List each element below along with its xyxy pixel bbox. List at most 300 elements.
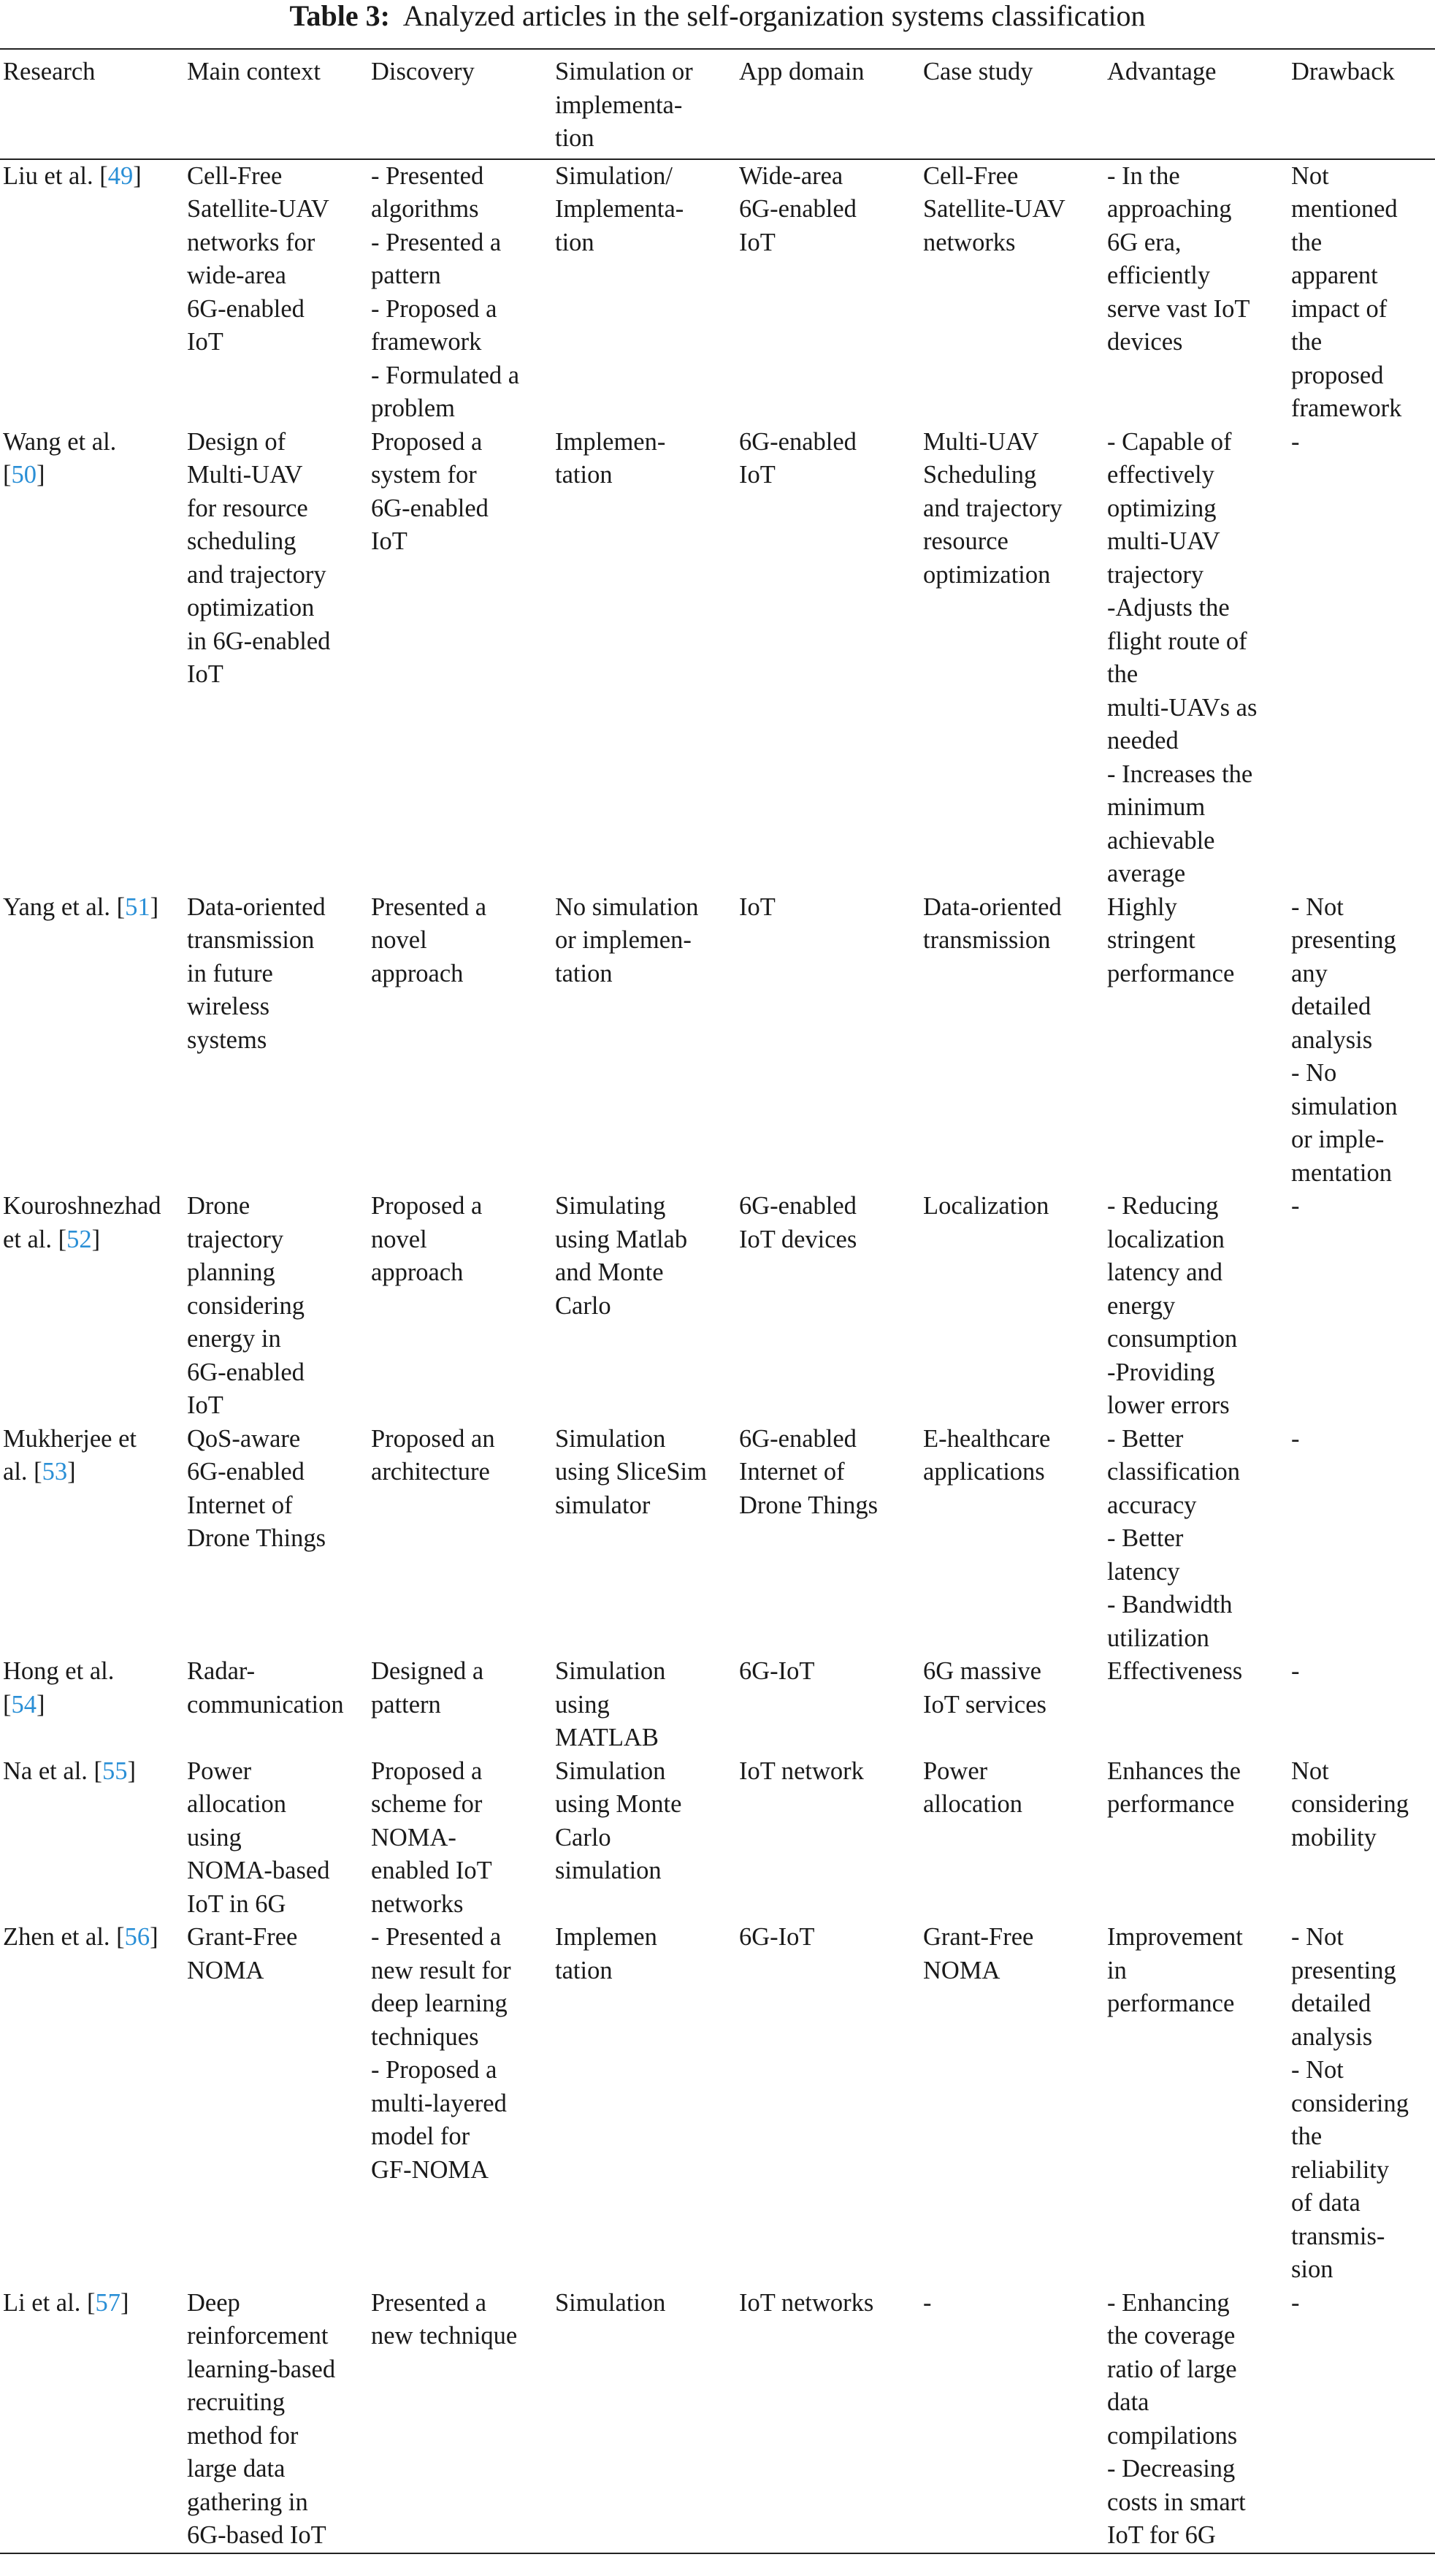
cell-text: Highly (1107, 893, 1177, 921)
cell-text: lower errors (1107, 1391, 1230, 1419)
cell-text: -Providing (1107, 1358, 1215, 1386)
cell-text: networks (371, 1889, 464, 1918)
cell-text: detailed (1291, 1990, 1371, 2017)
citation-link[interactable]: 49 (107, 161, 134, 190)
cell-app-domain (736, 891, 920, 1190)
cell-advantage (1104, 891, 1288, 1190)
citation-bracket: ] (133, 161, 142, 190)
cell-text: performance (1107, 1790, 1235, 1818)
cell-text: QoS-aware (187, 1424, 301, 1453)
citation-bracket: ] (91, 1225, 101, 1253)
cell-main-context (184, 426, 368, 891)
research-author-text: Li et al. [ (3, 2288, 96, 2317)
cell-text: Power (923, 1757, 988, 1785)
cell-text: - Reducing (1107, 1192, 1219, 1220)
cell-text: method for (187, 2421, 299, 2450)
cell-simulation (552, 1423, 736, 1656)
cell-text: Simulation (555, 2288, 666, 2317)
cell-text: architecture (371, 1458, 490, 1486)
cell-text: learning-based (187, 2355, 336, 2383)
cell-app-domain (736, 1190, 920, 1423)
research-text (3, 1921, 181, 1954)
cell-text: consumption (1107, 1325, 1238, 1353)
cell-text: 6G-enabled (187, 1458, 305, 1486)
cell-app-domain (736, 1423, 920, 1656)
cell-text: - Formulated a (371, 361, 520, 389)
header-discovery (368, 49, 552, 159)
cell-text: IoT (371, 527, 407, 555)
cell-text: costs in smart (1107, 2488, 1246, 2516)
cell-text: 6G era, (1107, 228, 1182, 256)
cell-text: Drone Things (187, 1524, 326, 1552)
cell-text: Simulating (555, 1192, 666, 1220)
cell-text: Simulation (555, 1657, 666, 1685)
cell-text: 6G-based IoT (187, 2521, 326, 2549)
table-row (0, 426, 1435, 891)
cell-text: scheme for (371, 1790, 483, 1818)
cell-text: Design of (187, 427, 286, 456)
cell-text: energy in (187, 1325, 281, 1353)
cell-text: - Not (1291, 1923, 1344, 1951)
cell-text: IoT devices (739, 1225, 857, 1253)
cell-drawback (1288, 2287, 1435, 2553)
cell-text: 6G massive (923, 1657, 1041, 1685)
cell-case-study (920, 1655, 1104, 1755)
cell-text: - Bandwidth (1107, 1591, 1233, 1618)
cell-text: NOMA (923, 1956, 1000, 1984)
cell-research (0, 2287, 184, 2553)
header-text: Case study (923, 58, 1033, 85)
cell-text: mentation (1291, 1158, 1392, 1187)
cell-main-context (184, 1655, 368, 1755)
cell-text: apparent (1291, 261, 1378, 289)
cell-discovery (368, 2287, 552, 2553)
cell-simulation (552, 1190, 736, 1423)
cell-text: detailed (1291, 993, 1371, 1020)
cell-text: Simulation (555, 1424, 666, 1453)
cell-main-context (184, 1190, 368, 1423)
cell-text: IoT services (923, 1690, 1046, 1719)
research-author-text: et al. [ (3, 1225, 67, 1253)
cell-discovery (368, 426, 552, 891)
cell-text: IoT network (739, 1757, 864, 1785)
cell-text: simulation (555, 1857, 662, 1884)
cell-research (0, 1655, 184, 1755)
cell-text: new technique (371, 2322, 518, 2350)
citation-link[interactable]: 52 (66, 1225, 92, 1253)
cell-simulation (552, 1921, 736, 2287)
cell-text: stringent (1107, 926, 1195, 954)
cell-text: framework (371, 328, 482, 356)
table-caption (0, 0, 1435, 35)
cell-text: large data (187, 2455, 286, 2483)
cell-text: techniques (371, 2022, 479, 2051)
cell-text: - Better (1107, 1524, 1184, 1552)
cell-text: multi-layered (371, 2089, 507, 2117)
cell-text: reliability (1291, 2155, 1390, 2184)
header-main-context (184, 49, 368, 159)
cell-main-context (184, 2287, 368, 2553)
cell-drawback (1288, 159, 1435, 426)
cell-text: any (1291, 959, 1328, 987)
cell-text: optimization (923, 560, 1051, 589)
cell-text: for resource (187, 494, 308, 522)
cell-text: utilization (1107, 1624, 1209, 1652)
cell-advantage (1104, 2287, 1288, 2553)
cell-text: Not (1291, 161, 1329, 190)
cell-text: networks for (187, 228, 315, 256)
table-row (0, 1190, 1435, 1423)
cell-text: - (1291, 1192, 1300, 1220)
cell-text: Implemen (555, 1923, 657, 1951)
cell-text: Drone Things (739, 1491, 879, 1519)
citation-link[interactable]: 51 (125, 893, 150, 921)
research-author-text: Hong et al. (3, 1657, 115, 1685)
cell-drawback (1288, 1655, 1435, 1755)
research-author-text: al. [ (3, 1458, 42, 1486)
cell-text: Data-oriented (923, 893, 1062, 921)
cell-text: 6G-enabled (187, 1358, 305, 1386)
cell-research (0, 891, 184, 1190)
research-author-text: [ (3, 461, 12, 489)
cell-drawback (1288, 1921, 1435, 2287)
cell-text: IoT (187, 328, 223, 356)
cell-advantage (1104, 1655, 1288, 1755)
research-text (3, 2287, 181, 2320)
cell-case-study (920, 1921, 1104, 2287)
cell-research (0, 159, 184, 426)
table-row (0, 1423, 1435, 1656)
cell-text: and trajectory (923, 494, 1063, 522)
cell-text: - (1291, 427, 1300, 456)
cell-text: 6G-enabled (371, 494, 489, 522)
cell-text: -Adjusts the (1107, 594, 1230, 622)
cell-text: framework (1291, 394, 1402, 422)
cell-text: reinforcement (187, 2322, 329, 2350)
cell-text: 6G-enabled (187, 294, 305, 323)
cell-text: needed (1107, 727, 1179, 754)
cell-advantage (1104, 1755, 1288, 1922)
cell-text: tation (555, 461, 613, 489)
cell-text: Deep (187, 2288, 240, 2317)
cell-text: - Capable of (1107, 427, 1232, 456)
cell-text: Simulation/ (555, 161, 673, 190)
cell-text: Cell-Free (923, 161, 1019, 190)
citation-bracket: ] (150, 1923, 158, 1951)
cell-discovery (368, 1190, 552, 1423)
cell-simulation (552, 2287, 736, 2553)
cell-text: - (1291, 1657, 1300, 1685)
cell-text: wireless (187, 993, 270, 1020)
cell-text: model for (371, 2122, 470, 2150)
cell-text: - Presented a (371, 1923, 502, 1951)
cell-app-domain (736, 2287, 920, 2553)
cell-simulation (552, 891, 736, 1190)
cell-simulation (552, 426, 736, 891)
cell-advantage (1104, 159, 1288, 426)
cell-text: multi-UAV (1107, 527, 1220, 555)
cell-text: NOMA- (371, 1823, 456, 1851)
cell-text: Multi-UAV (187, 461, 303, 489)
cell-text: impact of (1291, 294, 1388, 323)
cell-text: Radar- (187, 1657, 256, 1685)
research-text (3, 1755, 181, 1789)
cell-text: minimum (1107, 793, 1206, 821)
cell-main-context (184, 1921, 368, 2287)
cell-text: Effectiveness (1107, 1657, 1243, 1685)
cell-text: NOMA-based (187, 1857, 330, 1884)
cell-text: Improvement (1107, 1923, 1243, 1951)
cell-text: efficiently (1107, 261, 1211, 289)
cell-text: system for (371, 461, 477, 489)
research-text (3, 1456, 181, 1489)
cell-text: average (1107, 860, 1186, 887)
cell-text: Localization (923, 1192, 1049, 1220)
cell-text: considering (187, 1291, 305, 1320)
table-caption-label: Table 3: (289, 0, 390, 32)
cell-text: allocation (923, 1790, 1023, 1818)
cell-simulation (552, 1655, 736, 1755)
cell-text: in 6G-enabled (187, 627, 331, 655)
cell-text: IoT (739, 893, 776, 921)
cell-text: Satellite-UAV (923, 195, 1065, 223)
cell-advantage (1104, 426, 1288, 891)
cell-simulation (552, 159, 736, 426)
citation-bracket: ] (37, 461, 45, 489)
research-author-text: Wang et al. (3, 427, 117, 456)
cell-text: optimization (187, 594, 315, 622)
cell-text: IoT in 6G (187, 1889, 286, 1918)
header-text: Research (3, 58, 96, 85)
research-text (3, 1423, 181, 1456)
cell-text: Data-oriented (187, 893, 326, 921)
cell-app-domain (736, 159, 920, 426)
cell-text: - Enhancing (1107, 2288, 1230, 2317)
header-app-domain (736, 49, 920, 159)
cell-text: optimizing (1107, 494, 1217, 522)
cell-text: and trajectory (187, 560, 326, 589)
cell-text: allocation (187, 1790, 287, 1818)
cell-text: 6G-enabled (739, 427, 857, 456)
cell-text: - Better (1107, 1424, 1184, 1453)
cell-research (0, 1190, 184, 1423)
cell-text: E-healthcare (923, 1424, 1051, 1453)
cell-research (0, 1921, 184, 2287)
cell-text: Presented a (371, 2288, 487, 2317)
cell-case-study (920, 1423, 1104, 1656)
cell-text: proposed (1291, 361, 1384, 389)
cell-text: 6G-enabled (739, 1192, 857, 1220)
cell-research (0, 426, 184, 891)
cell-text: Not (1291, 1757, 1329, 1785)
cell-text: trajectory (1107, 560, 1204, 589)
cell-text: - Decreasing (1107, 2455, 1236, 2483)
table-row (0, 1655, 1435, 1755)
research-text (3, 891, 181, 925)
cell-text: analysis (1291, 2022, 1373, 2051)
cell-text: of data (1291, 2189, 1361, 2217)
table-header-row (0, 49, 1435, 159)
cell-text: Internet of (739, 1458, 845, 1486)
cell-app-domain (736, 426, 920, 891)
cell-text: 6G-IoT (739, 1923, 815, 1951)
cell-text: using SliceSim (555, 1458, 707, 1486)
cell-text: transmission (187, 926, 315, 954)
cell-text: and Monte (555, 1258, 664, 1286)
cell-text: IoT networks (739, 2288, 874, 2317)
header-case-study (920, 49, 1104, 159)
cell-text: effectively (1107, 461, 1214, 489)
research-text (3, 459, 181, 492)
cell-text: latency and (1107, 1258, 1223, 1286)
cell-drawback (1288, 891, 1435, 1190)
cell-text: pattern (371, 1690, 441, 1719)
cell-text: enabled IoT (371, 1857, 492, 1884)
citation-link[interactable]: 53 (42, 1458, 68, 1486)
cell-text: Implementa- (555, 195, 684, 223)
cell-text: wide-area (187, 261, 286, 289)
cell-drawback (1288, 1755, 1435, 1922)
cell-text: the (1291, 2122, 1323, 2150)
cell-text: approaching (1107, 195, 1232, 223)
cell-text: Internet of (187, 1491, 293, 1519)
citation-bracket: ] (150, 893, 159, 921)
cell-text: devices (1107, 328, 1183, 356)
research-text (3, 1689, 181, 1722)
cell-text: - Proposed a (371, 294, 497, 323)
cell-text: tion (555, 228, 594, 256)
cell-text: simulator (555, 1491, 651, 1519)
cell-text: planning (187, 1258, 275, 1286)
cell-text: GF-NOMA (371, 2155, 489, 2184)
cell-text: Satellite-UAV (187, 195, 329, 223)
cell-text: using Monte (555, 1790, 682, 1818)
citation-link[interactable]: 50 (11, 461, 37, 489)
header-simulation (552, 49, 736, 159)
cell-text: simulation (1291, 1092, 1398, 1120)
cell-discovery (368, 1423, 552, 1656)
cell-text: achievable (1107, 826, 1215, 855)
cell-text: - (1291, 2288, 1300, 2317)
research-author-text: Kouroshnezhad (3, 1192, 161, 1220)
table-row (0, 1921, 1435, 2287)
cell-text: trajectory (187, 1225, 284, 1253)
cell-research (0, 1755, 184, 1922)
cell-text: in (1107, 1956, 1127, 1984)
cell-text: scheduling (187, 527, 296, 555)
cell-text: sion (1291, 2255, 1333, 2283)
cell-main-context (184, 159, 368, 426)
cell-app-domain (736, 1655, 920, 1755)
cell-text: presenting (1291, 926, 1396, 954)
cell-text: Proposed a (371, 1757, 483, 1785)
cell-text: Cell-Free (187, 161, 283, 190)
cell-text: Simulation (555, 1757, 666, 1785)
cell-text: or implemen- (555, 926, 692, 954)
citation-link[interactable]: 57 (95, 2288, 120, 2317)
cell-text: performance (1107, 1990, 1235, 2017)
cell-drawback (1288, 426, 1435, 891)
cell-text: Grant-Free (187, 1923, 298, 1951)
cell-text: the (1291, 328, 1323, 356)
citation-link[interactable]: 56 (124, 1923, 150, 1951)
cell-text: problem (371, 394, 455, 422)
cell-text: - Presented a (371, 228, 502, 256)
cell-text: - No (1291, 1059, 1337, 1087)
cell-text: 6G-enabled (739, 195, 857, 223)
analyzed-articles-table (0, 48, 1435, 2554)
cell-discovery (368, 1655, 552, 1755)
cell-advantage (1104, 1921, 1288, 2287)
cell-text: accuracy (1107, 1491, 1197, 1519)
cell-case-study (920, 1755, 1104, 1922)
header-text: Drawback (1291, 58, 1395, 85)
citation-bracket: ] (127, 1757, 137, 1785)
cell-text: multi-UAVs as (1107, 693, 1258, 722)
cell-text: performance (1107, 959, 1235, 987)
cell-text: Presented a (371, 893, 487, 921)
cell-text: Scheduling (923, 461, 1037, 489)
cell-text: IoT (187, 1391, 223, 1419)
table-row (0, 159, 1435, 426)
cell-text: IoT (739, 461, 776, 489)
cell-text: Implemen- (555, 427, 666, 456)
cell-text: compilations (1107, 2421, 1238, 2450)
cell-text: Power (187, 1757, 252, 1785)
citation-link[interactable]: 54 (11, 1690, 37, 1719)
cell-text: - (1291, 1424, 1300, 1453)
research-text (3, 160, 181, 194)
cell-case-study (920, 2287, 1104, 2553)
header-text: Simulation or (555, 58, 693, 85)
cell-text: using (187, 1823, 242, 1851)
cell-text: IoT for 6G (1107, 2521, 1216, 2549)
header-drawback (1288, 49, 1435, 159)
research-author-text: Yang et al. [ (3, 893, 126, 921)
cell-case-study (920, 426, 1104, 891)
research-text (3, 1655, 181, 1689)
cell-text: Designed a (371, 1657, 484, 1685)
cell-text: classification (1107, 1458, 1241, 1486)
cell-text: IoT (187, 660, 223, 688)
cell-text: MATLAB (555, 1724, 659, 1751)
cell-text: recruiting (187, 2388, 286, 2416)
cell-text: - In the (1107, 161, 1180, 190)
cell-text: approach (371, 959, 464, 987)
cell-main-context (184, 891, 368, 1190)
cell-case-study (920, 891, 1104, 1190)
header-text: implementa- (555, 91, 683, 119)
header-text: tion (555, 124, 594, 152)
cell-text: gathering in (187, 2488, 308, 2516)
cell-text: mentioned (1291, 195, 1398, 223)
header-text: App domain (739, 58, 865, 85)
cell-text: Grant-Free (923, 1923, 1034, 1951)
cell-text: - (923, 2288, 932, 2317)
cell-text: using Matlab (555, 1225, 688, 1253)
cell-advantage (1104, 1423, 1288, 1656)
cell-discovery (368, 1755, 552, 1922)
table-row (0, 2287, 1435, 2553)
research-author-text: Mukherjee et (3, 1424, 137, 1453)
header-advantage (1104, 49, 1288, 159)
citation-bracket: ] (67, 1458, 76, 1486)
cell-text: networks (923, 228, 1016, 256)
cell-text: No simulation (555, 893, 699, 921)
cell-text: NOMA (187, 1956, 264, 1984)
citation-link[interactable]: 55 (102, 1757, 128, 1785)
cell-text: tation (555, 1956, 613, 1984)
